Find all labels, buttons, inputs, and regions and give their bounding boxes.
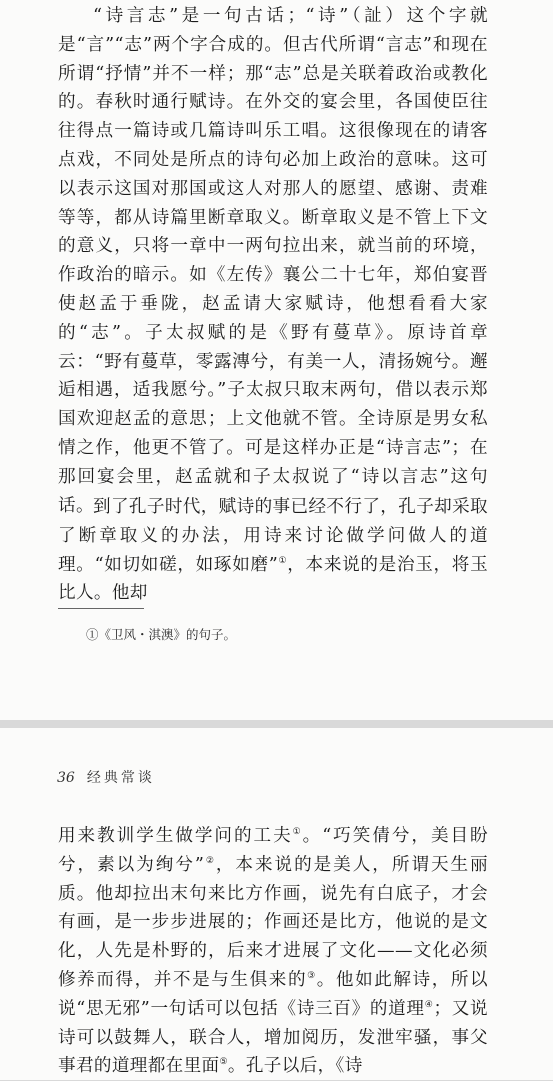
footnote-marker[interactable]: ②	[204, 855, 216, 866]
footnote-marker[interactable]: ⑤	[219, 1057, 228, 1068]
paragraph-text: 到了孔子时代，赋诗的事已经不行了，孔子却采取了断章取义的办法，用诗来讨论做学问做人的道理。“如切如磋，如琢如磨”	[58, 497, 488, 575]
running-head	[57, 768, 155, 788]
page-number: 36	[57, 770, 75, 786]
book-title: 经典常谈	[86, 770, 155, 786]
paragraph-text: ，本来说的是治玉，将玉比人。他却	[58, 554, 489, 604]
paragraph-confucius	[58, 493, 488, 608]
paragraph-text: 。“巧笑倩兮，美目盼兮，素以为绚兮”	[58, 826, 488, 875]
paragraph-text: ，本来说的是美人，所谓天生丽质。他却拉出末句来比方作画，说先有白底子，才会有画，是一步步进展的；作画还是比方，他说的是文化，人先是朴野的，后来才进展了文化——文化必须修养而得，并不是与生俱来的	[58, 854, 488, 990]
paragraph-text: 。孔子以后，《诗	[227, 1056, 363, 1077]
footnote-marker[interactable]: ③	[307, 971, 317, 982]
paragraph-text: ；又说诗可以鼓舞人，联合人，增加阅历，发泄牢骚，事父事君的道理都在里面	[58, 998, 488, 1077]
footnote-text: ①《卫风・淇澳》的句子。	[86, 627, 237, 642]
paragraph-text: 。他如此解诗，所以说“思无邪”一句话可以包括《诗三百》的道理	[58, 969, 488, 1019]
footnote-marker[interactable]: ①	[278, 555, 288, 566]
footnote-marker[interactable]: ①	[292, 827, 303, 838]
paragraph-continued	[58, 822, 488, 1081]
footnote-marker[interactable]: ④	[424, 999, 434, 1010]
paragraph-shi-yan-zhi: “诗言志”是一句古话；“诗”（訨）这个字就是“言”“志”两个字合成的。但古代所谓“言志”和现在所谓“抒情”并不一样；那“志”总是关联着政治或教化的。春秋时通行赋诗。在外交的宴会里，各国使臣往往得点一篇诗或几篇诗叫乐工唱。这很像现在的请客点戏，不同处是所点的诗句必加上政治的意味。这可以表示这国对那国或这人对那人的愿望、感谢、责难等等，都从诗篇里断章取义。断章取义是不管上下文的意义，只将一章中一两句拉出来，就当前的环境，作政治的暗示。如《左传》襄公二十七年，郑伯宴晋使赵孟于垂陇，赵孟请大家赋诗，他想看看大家的“志”。子太叔赋的是《野有蔓草》。原诗首章云：“野有蔓草，零露漙兮，有美一人，清扬婉兮。邂逅相遇，适我愿兮。”子太叔只取末两句，借以表示郑国欢迎赵孟的意思；上文他就不管。全诗原是男女私情之作，他更不管了。可是这样办正是“诗言志”；在那回宴会里，赵孟就和子太叔说了“诗以言志”这句话。	[58, 6, 488, 516]
paragraph-text: 用来教训学生做学问的工夫	[58, 826, 293, 846]
footnote-divider	[58, 608, 144, 609]
